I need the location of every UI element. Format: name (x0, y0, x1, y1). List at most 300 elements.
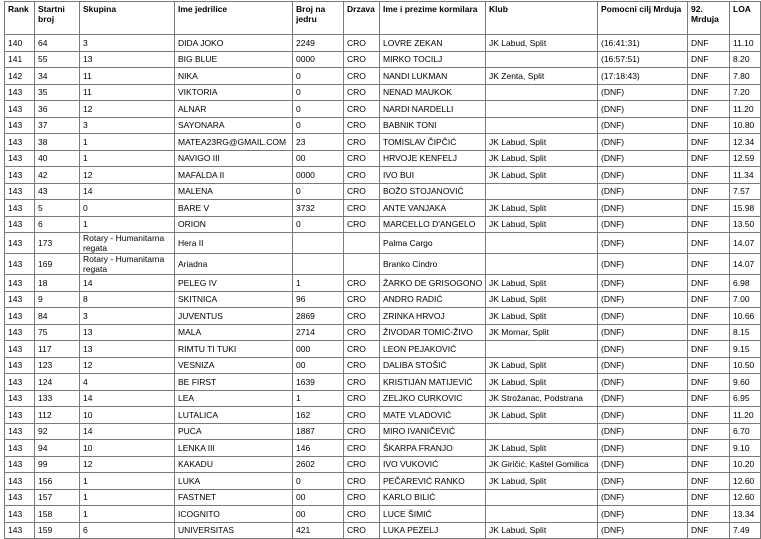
results-body (5, 35, 761, 539)
cell-boat-name: UNIVERSITAS (175, 522, 293, 539)
cell-start-number: 9 (35, 291, 80, 308)
table-row (5, 233, 761, 254)
cell-aux-finish: (DNF) (598, 423, 688, 440)
cell-mrduja: DNF (688, 456, 730, 473)
cell-start-number: 38 (35, 134, 80, 151)
cell-skipper: LOVRE ZEKAN (380, 35, 486, 52)
col-header-sail-number: Broj na jedru (293, 2, 344, 35)
table-row (5, 51, 761, 68)
cell-sail-number: 162 (293, 407, 344, 424)
cell-group: 14 (80, 275, 175, 292)
cell-rank: 142 (5, 68, 35, 85)
cell-mrduja: DNF (688, 254, 730, 275)
cell-mrduja: DNF (688, 357, 730, 374)
cell-start-number: 124 (35, 374, 80, 391)
cell-boat-name: ALNAR (175, 101, 293, 118)
cell-club: JK Labud, Split (486, 167, 598, 184)
cell-rank: 143 (5, 84, 35, 101)
cell-aux-finish: (DNF) (598, 200, 688, 217)
cell-skipper: MARCELLO D'ANGELO (380, 216, 486, 233)
cell-rank: 143 (5, 275, 35, 292)
cell-rank: 143 (5, 341, 35, 358)
cell-country: CRO (344, 522, 380, 539)
cell-group: 1 (80, 216, 175, 233)
cell-club: JK Labud, Split (486, 473, 598, 490)
cell-start-number: 123 (35, 357, 80, 374)
cell-skipper: HRVOJE KENFELJ (380, 150, 486, 167)
cell-mrduja: DNF (688, 473, 730, 490)
cell-mrduja: DNF (688, 275, 730, 292)
cell-boat-name: LENKA III (175, 440, 293, 457)
cell-rank: 143 (5, 440, 35, 457)
cell-group: 13 (80, 324, 175, 341)
table-row (5, 254, 761, 275)
cell-country: CRO (344, 291, 380, 308)
cell-boat-name: LUTALICA (175, 407, 293, 424)
cell-start-number: 99 (35, 456, 80, 473)
cell-loa: 13.34 (730, 506, 761, 523)
table-row (5, 275, 761, 292)
cell-sail-number: 00 (293, 489, 344, 506)
cell-boat-name: BE FIRST (175, 374, 293, 391)
cell-skipper: DALIBA STOŠIĆ (380, 357, 486, 374)
cell-rank: 143 (5, 308, 35, 325)
col-header-country: Drzava (344, 2, 380, 35)
table-row (5, 183, 761, 200)
cell-sail-number (293, 233, 344, 254)
cell-boat-name: Hera II (175, 233, 293, 254)
cell-club: JK Zenta, Split (486, 68, 598, 85)
cell-sail-number: 0 (293, 183, 344, 200)
cell-rank: 140 (5, 35, 35, 52)
cell-start-number: 34 (35, 68, 80, 85)
cell-loa: 7.00 (730, 291, 761, 308)
table-row (5, 390, 761, 407)
cell-sail-number: 0 (293, 473, 344, 490)
cell-mrduja: DNF (688, 506, 730, 523)
cell-aux-finish: (DNF) (598, 134, 688, 151)
cell-aux-finish: (DNF) (598, 341, 688, 358)
cell-country: CRO (344, 275, 380, 292)
cell-club: JK Labud, Split (486, 200, 598, 217)
cell-club (486, 423, 598, 440)
cell-rank: 143 (5, 101, 35, 118)
cell-sail-number: 1887 (293, 423, 344, 440)
cell-aux-finish: (DNF) (598, 101, 688, 118)
cell-group: Rotary - Humanitarna regata (80, 254, 175, 275)
cell-country: CRO (344, 308, 380, 325)
cell-club: JK Labud, Split (486, 357, 598, 374)
cell-boat-name: SKITNICA (175, 291, 293, 308)
cell-skipper: NENAD MAUKOK (380, 84, 486, 101)
cell-country: CRO (344, 407, 380, 424)
cell-group: 6 (80, 522, 175, 539)
cell-aux-finish: (DNF) (598, 117, 688, 134)
cell-skipper: Branko Cindro (380, 254, 486, 275)
cell-country: CRO (344, 134, 380, 151)
table-row (5, 216, 761, 233)
cell-skipper: NANDI LUKMAN (380, 68, 486, 85)
cell-loa: 11.20 (730, 407, 761, 424)
cell-loa: 10.80 (730, 117, 761, 134)
cell-start-number: 92 (35, 423, 80, 440)
cell-club: JK Labud, Split (486, 150, 598, 167)
cell-country: CRO (344, 84, 380, 101)
cell-start-number: 156 (35, 473, 80, 490)
cell-skipper: ŽARKO DE GRISOGONO (380, 275, 486, 292)
cell-country: CRO (344, 216, 380, 233)
cell-rank: 143 (5, 324, 35, 341)
cell-boat-name: MAFALDA II (175, 167, 293, 184)
col-header-club: Klub (486, 2, 598, 35)
cell-skipper: MIRO IVANIČEVIĆ (380, 423, 486, 440)
cell-loa: 11.10 (730, 35, 761, 52)
cell-boat-name: MALENA (175, 183, 293, 200)
table-row (5, 357, 761, 374)
cell-start-number: 157 (35, 489, 80, 506)
cell-club: JK Labud, Split (486, 134, 598, 151)
cell-loa: 12.60 (730, 489, 761, 506)
cell-sail-number: 00 (293, 357, 344, 374)
cell-country: CRO (344, 440, 380, 457)
cell-mrduja: DNF (688, 35, 730, 52)
cell-country: CRO (344, 150, 380, 167)
cell-aux-finish: (DNF) (598, 291, 688, 308)
cell-club: JK Strožanac, Podstrana (486, 390, 598, 407)
cell-loa: 10.50 (730, 357, 761, 374)
cell-club: JK Labud, Split (486, 308, 598, 325)
cell-country: CRO (344, 51, 380, 68)
table-row (5, 506, 761, 523)
cell-rank: 143 (5, 200, 35, 217)
cell-group: 12 (80, 101, 175, 118)
cell-group: 13 (80, 341, 175, 358)
cell-rank: 143 (5, 506, 35, 523)
cell-loa: 11.20 (730, 101, 761, 118)
cell-group: 14 (80, 183, 175, 200)
cell-loa: 7.80 (730, 68, 761, 85)
cell-aux-finish: (DNF) (598, 374, 688, 391)
cell-start-number: 36 (35, 101, 80, 118)
cell-group: 1 (80, 150, 175, 167)
cell-sail-number: 146 (293, 440, 344, 457)
cell-aux-finish: (DNF) (598, 308, 688, 325)
cell-aux-finish: (DNF) (598, 84, 688, 101)
cell-start-number: 158 (35, 506, 80, 523)
cell-aux-finish: (DNF) (598, 254, 688, 275)
cell-skipper: ANTE VANJAKA (380, 200, 486, 217)
cell-mrduja: DNF (688, 423, 730, 440)
cell-rank: 143 (5, 522, 35, 539)
cell-rank: 143 (5, 117, 35, 134)
cell-group: 0 (80, 200, 175, 217)
cell-country (344, 233, 380, 254)
cell-club (486, 84, 598, 101)
cell-group: 4 (80, 374, 175, 391)
cell-boat-name: KAKADU (175, 456, 293, 473)
cell-mrduja: DNF (688, 291, 730, 308)
cell-aux-finish: (DNF) (598, 275, 688, 292)
cell-mrduja: DNF (688, 84, 730, 101)
cell-country: CRO (344, 68, 380, 85)
cell-skipper: ZRINKA HRVOJ (380, 308, 486, 325)
cell-skipper: LUKA PEZELJ (380, 522, 486, 539)
cell-aux-finish: (DNF) (598, 150, 688, 167)
cell-country: CRO (344, 390, 380, 407)
cell-group: 8 (80, 291, 175, 308)
cell-group: 3 (80, 308, 175, 325)
cell-sail-number: 000 (293, 341, 344, 358)
cell-loa: 9.60 (730, 374, 761, 391)
cell-skipper: BABNIK TONI (380, 117, 486, 134)
cell-aux-finish: (DNF) (598, 473, 688, 490)
cell-start-number: 37 (35, 117, 80, 134)
cell-group: 12 (80, 357, 175, 374)
cell-boat-name: FASTNET (175, 489, 293, 506)
cell-group: 3 (80, 117, 175, 134)
cell-skipper: LUCE ŠIMIĆ (380, 506, 486, 523)
cell-sail-number: 0 (293, 117, 344, 134)
cell-boat-name: BARE V (175, 200, 293, 217)
cell-boat-name: PUCA (175, 423, 293, 440)
table-row (5, 423, 761, 440)
cell-loa: 7.49 (730, 522, 761, 539)
table-row (5, 407, 761, 424)
table-row (5, 374, 761, 391)
cell-start-number: 5 (35, 200, 80, 217)
cell-rank: 143 (5, 254, 35, 275)
table-row (5, 200, 761, 217)
cell-boat-name: BIG BLUE (175, 51, 293, 68)
cell-boat-name: LUKA (175, 473, 293, 490)
cell-group: 11 (80, 68, 175, 85)
cell-rank: 143 (5, 390, 35, 407)
table-row (5, 473, 761, 490)
col-header-mrduja: 92. Mrduja (688, 2, 730, 35)
cell-skipper: NARDI NARDELLI (380, 101, 486, 118)
cell-aux-finish: (DNF) (598, 489, 688, 506)
cell-aux-finish: (16:41:31) (598, 35, 688, 52)
cell-group: 3 (80, 35, 175, 52)
cell-club (486, 101, 598, 118)
cell-club (486, 233, 598, 254)
cell-group: 10 (80, 407, 175, 424)
cell-sail-number: 2602 (293, 456, 344, 473)
cell-mrduja: DNF (688, 150, 730, 167)
cell-sail-number: 1639 (293, 374, 344, 391)
cell-loa: 6.98 (730, 275, 761, 292)
cell-skipper: KRISTIJAN MATIJEVIĆ (380, 374, 486, 391)
cell-mrduja: DNF (688, 134, 730, 151)
table-row (5, 324, 761, 341)
table-row (5, 150, 761, 167)
col-header-boat-name: Ime jedrilice (175, 2, 293, 35)
cell-sail-number: 421 (293, 522, 344, 539)
cell-rank: 143 (5, 183, 35, 200)
cell-mrduja: DNF (688, 407, 730, 424)
cell-sail-number: 96 (293, 291, 344, 308)
cell-loa: 14.07 (730, 254, 761, 275)
cell-loa: 6.95 (730, 390, 761, 407)
cell-skipper: TOMISLAV ČIPČIĆ (380, 134, 486, 151)
cell-aux-finish: (DNF) (598, 216, 688, 233)
cell-aux-finish: (DNF) (598, 522, 688, 539)
col-header-loa: LOA (730, 2, 761, 35)
cell-start-number: 55 (35, 51, 80, 68)
cell-country: CRO (344, 183, 380, 200)
col-header-rank: Rank (5, 2, 35, 35)
cell-country: CRO (344, 473, 380, 490)
table-row (5, 308, 761, 325)
cell-aux-finish: (DNF) (598, 390, 688, 407)
cell-country: CRO (344, 324, 380, 341)
cell-start-number: 169 (35, 254, 80, 275)
table-row (5, 489, 761, 506)
cell-skipper: LEON PEJAKOVIĆ (380, 341, 486, 358)
cell-boat-name: RIMTU TI TUKI (175, 341, 293, 358)
table-row (5, 35, 761, 52)
cell-start-number: 75 (35, 324, 80, 341)
cell-mrduja: DNF (688, 183, 730, 200)
cell-group: 12 (80, 167, 175, 184)
cell-boat-name: VESNIZA (175, 357, 293, 374)
regatta-results-table (4, 1, 761, 539)
cell-skipper: PEČAREVIĆ RANKO (380, 473, 486, 490)
cell-group: 1 (80, 506, 175, 523)
cell-sail-number: 0000 (293, 167, 344, 184)
cell-loa: 6.70 (730, 423, 761, 440)
cell-loa: 11.34 (730, 167, 761, 184)
cell-aux-finish: (DNF) (598, 506, 688, 523)
cell-club: JK Labud, Split (486, 522, 598, 539)
cell-rank: 143 (5, 134, 35, 151)
cell-aux-finish: (DNF) (598, 183, 688, 200)
cell-group: 13 (80, 51, 175, 68)
cell-club (486, 51, 598, 68)
cell-rank: 143 (5, 291, 35, 308)
cell-loa: 14.07 (730, 233, 761, 254)
header-row (5, 2, 761, 35)
cell-sail-number: 0 (293, 84, 344, 101)
cell-country: CRO (344, 101, 380, 118)
cell-sail-number: 0 (293, 68, 344, 85)
table-row (5, 134, 761, 151)
cell-club: JK Labud, Split (486, 407, 598, 424)
cell-rank: 143 (5, 233, 35, 254)
cell-aux-finish: (DNF) (598, 407, 688, 424)
cell-rank: 143 (5, 456, 35, 473)
cell-mrduja: DNF (688, 374, 730, 391)
cell-rank: 143 (5, 423, 35, 440)
cell-start-number: 159 (35, 522, 80, 539)
cell-loa: 13.50 (730, 216, 761, 233)
cell-boat-name: ORION (175, 216, 293, 233)
cell-sail-number: 2249 (293, 35, 344, 52)
cell-club: JK Labud, Split (486, 216, 598, 233)
cell-club: JK Mornar, Split (486, 324, 598, 341)
cell-group: 10 (80, 440, 175, 457)
cell-club: JK Labud, Split (486, 374, 598, 391)
cell-club: JK Labud, Split (486, 275, 598, 292)
cell-group: Rotary - Humanitarna regata (80, 233, 175, 254)
cell-sail-number: 2714 (293, 324, 344, 341)
cell-sail-number: 2869 (293, 308, 344, 325)
cell-country: CRO (344, 374, 380, 391)
cell-aux-finish: (16:57:51) (598, 51, 688, 68)
cell-mrduja: DNF (688, 68, 730, 85)
cell-loa: 10.66 (730, 308, 761, 325)
cell-mrduja: DNF (688, 51, 730, 68)
cell-group: 14 (80, 390, 175, 407)
cell-sail-number: 00 (293, 150, 344, 167)
cell-skipper: ANDRO RADIĆ (380, 291, 486, 308)
cell-country: CRO (344, 341, 380, 358)
cell-skipper: KARLO BILIĆ (380, 489, 486, 506)
cell-mrduja: DNF (688, 440, 730, 457)
cell-country: CRO (344, 117, 380, 134)
cell-mrduja: DNF (688, 489, 730, 506)
cell-start-number: 112 (35, 407, 80, 424)
cell-boat-name: NAVIGO III (175, 150, 293, 167)
table-row (5, 291, 761, 308)
cell-start-number: 43 (35, 183, 80, 200)
cell-aux-finish: (DNF) (598, 440, 688, 457)
cell-start-number: 42 (35, 167, 80, 184)
table-row (5, 440, 761, 457)
col-header-skipper: Ime i prezime kormilara (380, 2, 486, 35)
cell-club: JK Labud, Split (486, 291, 598, 308)
cell-start-number: 173 (35, 233, 80, 254)
table-row (5, 456, 761, 473)
cell-country: CRO (344, 200, 380, 217)
cell-country: CRO (344, 506, 380, 523)
cell-boat-name: LEA (175, 390, 293, 407)
cell-start-number: 117 (35, 341, 80, 358)
col-header-start-number: Startni broj (35, 2, 80, 35)
cell-mrduja: DNF (688, 233, 730, 254)
cell-boat-name: JUVENTUS (175, 308, 293, 325)
cell-rank: 143 (5, 216, 35, 233)
cell-skipper: BOŽO STOJANOVIĆ (380, 183, 486, 200)
cell-country: CRO (344, 167, 380, 184)
table-row (5, 101, 761, 118)
cell-rank: 143 (5, 357, 35, 374)
cell-loa: 15.98 (730, 200, 761, 217)
cell-skipper: Palma Cargo (380, 233, 486, 254)
table-row (5, 68, 761, 85)
cell-aux-finish: (DNF) (598, 233, 688, 254)
table-row (5, 84, 761, 101)
col-header-group: Skupina (80, 2, 175, 35)
cell-country: CRO (344, 456, 380, 473)
cell-boat-name: VIKTORIA (175, 84, 293, 101)
cell-country (344, 254, 380, 275)
cell-sail-number: 00 (293, 506, 344, 523)
cell-club: JK Labud, Split (486, 35, 598, 52)
cell-start-number: 35 (35, 84, 80, 101)
cell-loa: 7.20 (730, 84, 761, 101)
cell-boat-name: DIDA JOKO (175, 35, 293, 52)
cell-rank: 143 (5, 374, 35, 391)
table-row (5, 522, 761, 539)
cell-club: JK Giričić, Kaštel Gomilica (486, 456, 598, 473)
cell-mrduja: DNF (688, 341, 730, 358)
cell-loa: 12.59 (730, 150, 761, 167)
cell-loa: 8.20 (730, 51, 761, 68)
cell-group: 1 (80, 489, 175, 506)
cell-sail-number: 1 (293, 275, 344, 292)
cell-rank: 143 (5, 407, 35, 424)
